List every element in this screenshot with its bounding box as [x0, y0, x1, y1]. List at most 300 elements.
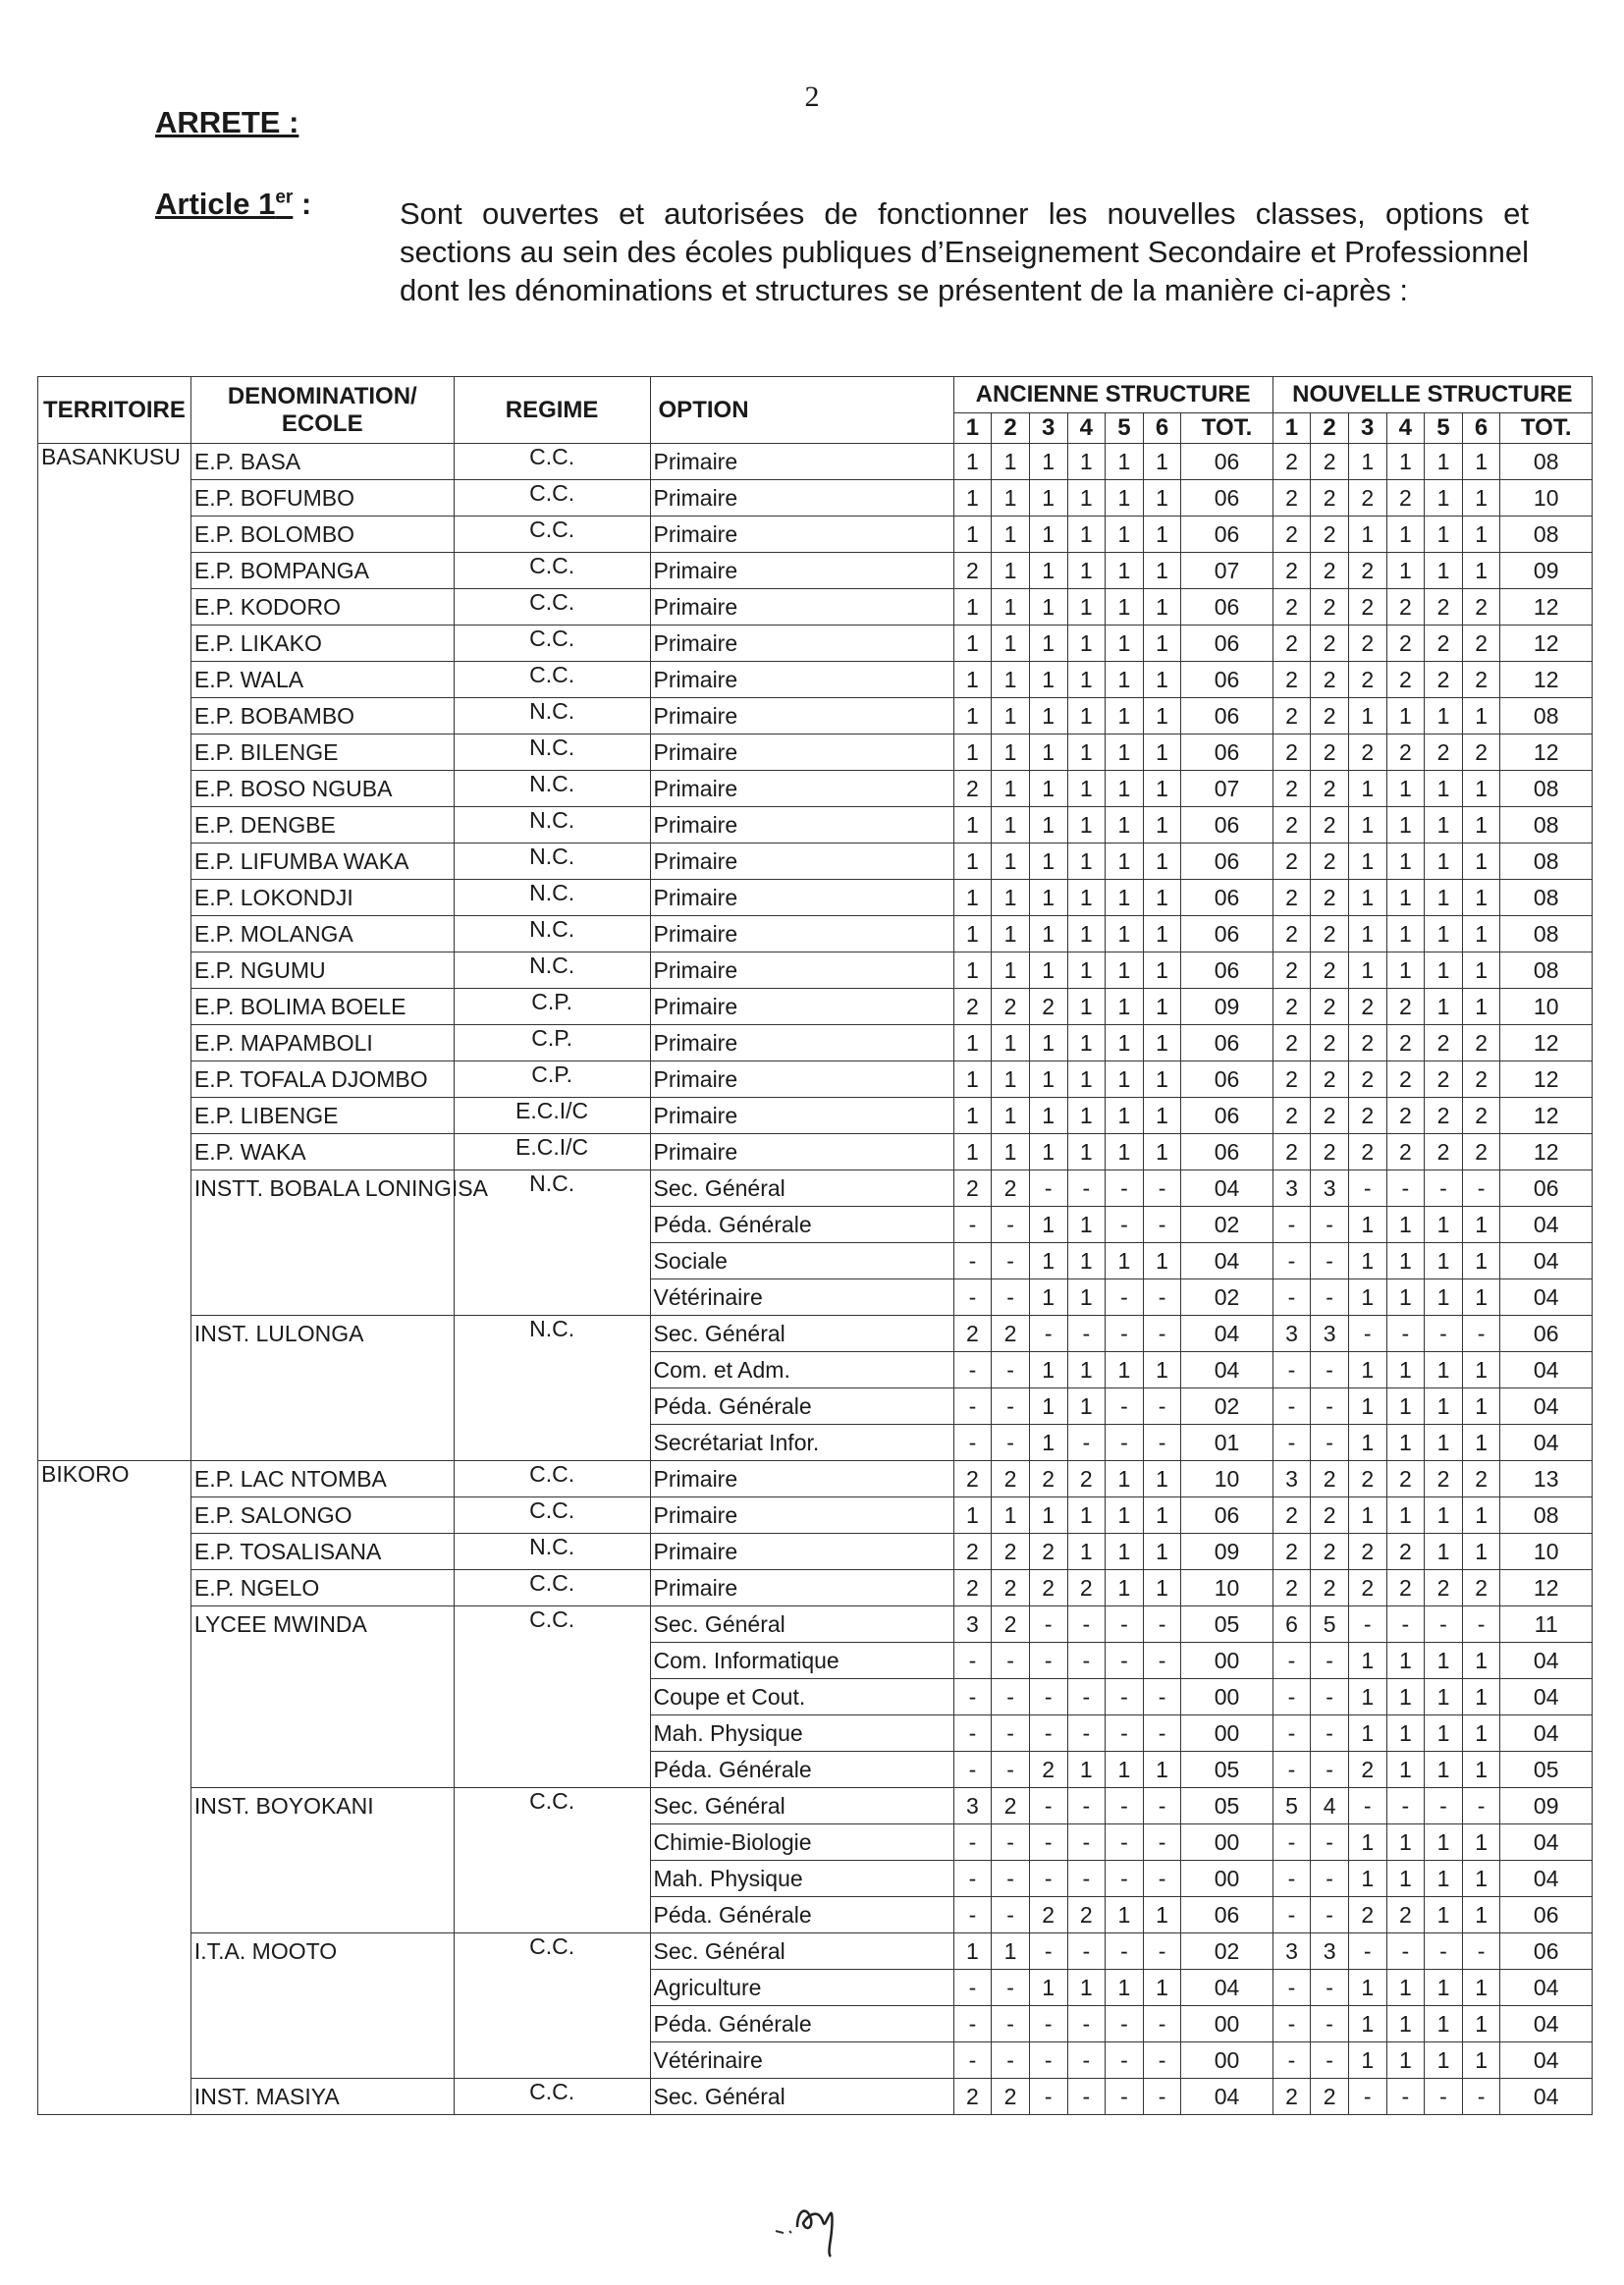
- old-structure-class-6: -: [1143, 1425, 1181, 1461]
- option-name: Primaire: [650, 952, 953, 989]
- new-structure-class-2: -: [1311, 1679, 1349, 1715]
- table-row: [38, 1134, 1593, 1170]
- new-structure-class-3: -: [1348, 1170, 1386, 1207]
- header-old-col-4: 4: [1067, 413, 1106, 444]
- school-regime: N.C.: [454, 1316, 650, 1461]
- old-structure-class-3: 1: [1029, 517, 1067, 553]
- new-structure-class-4: 1: [1386, 807, 1425, 843]
- new-structure-class-1: 2: [1272, 916, 1311, 952]
- new-structure-class-4: 1: [1386, 1243, 1425, 1279]
- old-structure-class-2: 1: [992, 553, 1030, 589]
- new-structure-class-6: 1: [1462, 1824, 1500, 1861]
- old-structure-class-3: -: [1029, 2079, 1067, 2115]
- school-name: I.T.A. MOOTO: [190, 1933, 454, 2079]
- old-structure-class-3: -: [1029, 1643, 1067, 1679]
- old-structure-class-5: -: [1106, 1788, 1144, 1824]
- new-structure-class-4: 2: [1386, 1534, 1425, 1570]
- old-structure-class-3: 1: [1029, 771, 1067, 807]
- old-structure-class-5: 1: [1106, 1752, 1144, 1788]
- old-structure-class-6: 1: [1143, 517, 1181, 553]
- old-structure-class-2: -: [992, 1897, 1030, 1933]
- old-structure-class-6: 1: [1143, 843, 1181, 880]
- old-structure-class-6: -: [1143, 1788, 1181, 1824]
- new-structure-class-6: 2: [1462, 1098, 1500, 1134]
- new-structure-class-2: -: [1311, 1643, 1349, 1679]
- new-structure-class-3: -: [1348, 1606, 1386, 1643]
- header-ancienne-structure: ANCIENNE STRUCTURE: [953, 377, 1272, 413]
- old-structure-class-3: 1: [1029, 1497, 1067, 1534]
- school-name: E.P. BOLIMA BOELE: [190, 989, 454, 1025]
- old-structure-class-4: 1: [1067, 1061, 1106, 1098]
- new-structure-class-3: 1: [1348, 1824, 1386, 1861]
- old-structure-class-4: -: [1067, 1316, 1106, 1352]
- old-structure-class-1: -: [953, 1643, 992, 1679]
- new-structure-class-4: 2: [1386, 1134, 1425, 1170]
- table-row: [38, 916, 1593, 952]
- new-structure-class-5: 1: [1425, 1207, 1463, 1243]
- old-structure-class-5: 1: [1106, 589, 1144, 626]
- new-structure-class-2: 2: [1311, 662, 1349, 698]
- old-structure-class-6: -: [1143, 2006, 1181, 2042]
- old-structure-class-1: 1: [953, 734, 992, 771]
- old-structure-total: 04: [1181, 1243, 1272, 1279]
- old-structure-class-3: 1: [1029, 662, 1067, 698]
- option-name: Primaire: [650, 553, 953, 589]
- school-name: E.P. WALA: [190, 662, 454, 698]
- old-structure-class-6: 1: [1143, 444, 1181, 480]
- old-structure-class-3: -: [1029, 1788, 1067, 1824]
- new-structure-total: 06: [1500, 1897, 1593, 1933]
- old-structure-total: 00: [1181, 1715, 1272, 1752]
- new-structure-class-6: 1: [1462, 1970, 1500, 2006]
- old-structure-class-4: 1: [1067, 734, 1106, 771]
- old-structure-class-1: 3: [953, 1606, 992, 1643]
- old-structure-class-3: -: [1029, 1316, 1067, 1352]
- new-structure-class-4: 1: [1386, 1388, 1425, 1425]
- new-structure-class-1: 3: [1272, 1461, 1311, 1497]
- new-structure-class-1: -: [1272, 2042, 1311, 2079]
- new-structure-class-2: -: [1311, 1243, 1349, 1279]
- old-structure-class-6: -: [1143, 1279, 1181, 1316]
- new-structure-total: 04: [1500, 1861, 1593, 1897]
- new-structure-class-1: 3: [1272, 1933, 1311, 1970]
- old-structure-class-1: 1: [953, 589, 992, 626]
- school-name: E.P. NGELO: [190, 1570, 454, 1606]
- old-structure-class-4: -: [1067, 2006, 1106, 2042]
- new-structure-class-1: -: [1272, 1279, 1311, 1316]
- new-structure-class-1: 2: [1272, 1098, 1311, 1134]
- new-structure-total: 12: [1500, 1134, 1593, 1170]
- table-row: [38, 771, 1593, 807]
- new-structure-total: 04: [1500, 2079, 1593, 2115]
- header-old-col-7: TOT.: [1181, 413, 1272, 444]
- new-structure-class-3: 2: [1348, 1752, 1386, 1788]
- school-name: E.P. BOBAMBO: [190, 698, 454, 734]
- old-structure-class-6: -: [1143, 1170, 1181, 1207]
- table-row: [38, 989, 1593, 1025]
- new-structure-class-3: 1: [1348, 1425, 1386, 1461]
- old-structure-class-1: 1: [953, 807, 992, 843]
- header-new-col-5: 5: [1425, 413, 1463, 444]
- old-structure-class-3: 1: [1029, 952, 1067, 989]
- option-name: Primaire: [650, 916, 953, 952]
- new-structure-class-5: 1: [1425, 1643, 1463, 1679]
- old-structure-class-6: 1: [1143, 480, 1181, 517]
- new-structure-total: 04: [1500, 1279, 1593, 1316]
- option-name: Vétérinaire: [650, 2042, 953, 2079]
- new-structure-class-6: 1: [1462, 1534, 1500, 1570]
- old-structure-class-2: 1: [992, 771, 1030, 807]
- old-structure-class-5: 1: [1106, 626, 1144, 662]
- new-structure-class-4: 1: [1386, 698, 1425, 734]
- old-structure-class-5: -: [1106, 1388, 1144, 1425]
- structure-table: [37, 376, 1593, 2115]
- old-structure-class-4: 1: [1067, 698, 1106, 734]
- new-structure-class-4: 1: [1386, 2042, 1425, 2079]
- new-structure-class-5: 1: [1425, 480, 1463, 517]
- old-structure-class-1: -: [953, 1352, 992, 1388]
- new-structure-class-3: 2: [1348, 626, 1386, 662]
- new-structure-class-1: 5: [1272, 1788, 1311, 1824]
- old-structure-class-1: 1: [953, 517, 992, 553]
- school-name: E.P. BASA: [190, 444, 454, 480]
- old-structure-total: 04: [1181, 1352, 1272, 1388]
- old-structure-class-2: 1: [992, 1098, 1030, 1134]
- new-structure-class-5: 1: [1425, 1715, 1463, 1752]
- old-structure-total: 00: [1181, 1679, 1272, 1715]
- new-structure-class-3: 2: [1348, 1134, 1386, 1170]
- new-structure-class-5: 1: [1425, 952, 1463, 989]
- old-structure-class-5: 1: [1106, 1570, 1144, 1606]
- new-structure-class-2: 2: [1311, 880, 1349, 916]
- new-structure-class-1: -: [1272, 1824, 1311, 1861]
- new-structure-class-6: 2: [1462, 1461, 1500, 1497]
- old-structure-total: 00: [1181, 2006, 1272, 2042]
- new-structure-class-4: 1: [1386, 880, 1425, 916]
- header-new-col-7: TOT.: [1500, 413, 1593, 444]
- new-structure-class-5: 1: [1425, 517, 1463, 553]
- old-structure-class-3: 1: [1029, 1025, 1067, 1061]
- school-name: E.P. TOSALISANA: [190, 1534, 454, 1570]
- new-structure-class-6: 1: [1462, 1388, 1500, 1425]
- old-structure-total: 00: [1181, 2042, 1272, 2079]
- new-structure-class-4: -: [1386, 1606, 1425, 1643]
- old-structure-class-2: -: [992, 2006, 1030, 2042]
- new-structure-class-5: 1: [1425, 1897, 1463, 1933]
- old-structure-class-5: 1: [1106, 1461, 1144, 1497]
- header-new-col-3: 3: [1348, 413, 1386, 444]
- new-structure-class-2: 2: [1311, 2079, 1349, 2115]
- new-structure-class-1: 2: [1272, 517, 1311, 553]
- old-structure-class-3: -: [1029, 1606, 1067, 1643]
- header-regime: REGIME: [454, 377, 650, 444]
- old-structure-class-5: 1: [1106, 952, 1144, 989]
- article-label: [155, 187, 311, 222]
- old-structure-class-2: 1: [992, 626, 1030, 662]
- old-structure-class-1: 1: [953, 952, 992, 989]
- new-structure-class-4: 1: [1386, 1752, 1425, 1788]
- old-structure-class-3: 1: [1029, 1243, 1067, 1279]
- old-structure-class-4: 1: [1067, 1025, 1106, 1061]
- old-structure-class-6: 1: [1143, 880, 1181, 916]
- school-name: E.P. LIFUMBA WAKA: [190, 843, 454, 880]
- new-structure-class-1: -: [1272, 2006, 1311, 2042]
- old-structure-class-1: -: [953, 1388, 992, 1425]
- new-structure-class-3: 2: [1348, 1461, 1386, 1497]
- school-name: E.P. MAPAMBOLI: [190, 1025, 454, 1061]
- new-structure-class-2: 2: [1311, 771, 1349, 807]
- school-regime: N.C.: [454, 734, 650, 771]
- old-structure-class-4: 1: [1067, 1207, 1106, 1243]
- old-structure-class-4: 1: [1067, 989, 1106, 1025]
- table-row: [38, 480, 1593, 517]
- new-structure-class-2: 2: [1311, 626, 1349, 662]
- old-structure-class-2: 1: [992, 880, 1030, 916]
- new-structure-class-1: -: [1272, 1243, 1311, 1279]
- old-structure-class-1: 1: [953, 1025, 992, 1061]
- new-structure-class-4: -: [1386, 1933, 1425, 1970]
- new-structure-class-6: 1: [1462, 807, 1500, 843]
- old-structure-class-5: 1: [1106, 989, 1144, 1025]
- new-structure-class-5: 1: [1425, 916, 1463, 952]
- old-structure-class-1: 1: [953, 916, 992, 952]
- old-structure-class-3: 1: [1029, 1207, 1067, 1243]
- new-structure-class-6: 1: [1462, 989, 1500, 1025]
- old-structure-class-3: 2: [1029, 1570, 1067, 1606]
- new-structure-total: 04: [1500, 1352, 1593, 1388]
- old-structure-class-5: 1: [1106, 517, 1144, 553]
- new-structure-class-5: 1: [1425, 1534, 1463, 1570]
- old-structure-class-1: 1: [953, 662, 992, 698]
- new-structure-total: 08: [1500, 771, 1593, 807]
- option-name: Sec. Général: [650, 1170, 953, 1207]
- new-structure-class-2: 4: [1311, 1788, 1349, 1824]
- old-structure-class-5: -: [1106, 1316, 1144, 1352]
- new-structure-class-6: 1: [1462, 1643, 1500, 1679]
- new-structure-class-5: -: [1425, 2079, 1463, 2115]
- new-structure-class-4: 2: [1386, 480, 1425, 517]
- signature-mark: [768, 2170, 856, 2258]
- school-regime: C.C.: [454, 1497, 650, 1534]
- new-structure-class-6: -: [1462, 2079, 1500, 2115]
- header-old-col-3: 3: [1029, 413, 1067, 444]
- option-name: Com. Informatique: [650, 1643, 953, 1679]
- old-structure-class-6: 1: [1143, 771, 1181, 807]
- new-structure-total: 04: [1500, 1207, 1593, 1243]
- new-structure-class-6: 1: [1462, 1207, 1500, 1243]
- old-structure-class-5: -: [1106, 1425, 1144, 1461]
- old-structure-class-4: 1: [1067, 1279, 1106, 1316]
- option-name: Primaire: [650, 771, 953, 807]
- new-structure-class-5: 2: [1425, 1461, 1463, 1497]
- old-structure-class-3: 1: [1029, 1134, 1067, 1170]
- school-regime: N.C.: [454, 952, 650, 989]
- new-structure-class-5: 1: [1425, 1243, 1463, 1279]
- new-structure-class-3: 1: [1348, 1643, 1386, 1679]
- new-structure-total: 04: [1500, 1715, 1593, 1752]
- new-structure-class-5: 1: [1425, 1824, 1463, 1861]
- old-structure-class-6: 1: [1143, 952, 1181, 989]
- new-structure-class-5: 1: [1425, 1279, 1463, 1316]
- new-structure-total: 10: [1500, 989, 1593, 1025]
- new-structure-class-3: 1: [1348, 952, 1386, 989]
- old-structure-class-4: 1: [1067, 1970, 1106, 2006]
- old-structure-class-2: 1: [992, 480, 1030, 517]
- old-structure-total: 04: [1181, 1170, 1272, 1207]
- new-structure-class-3: 2: [1348, 480, 1386, 517]
- old-structure-class-6: -: [1143, 1933, 1181, 1970]
- option-name: Sociale: [650, 1243, 953, 1279]
- new-structure-class-5: 1: [1425, 989, 1463, 1025]
- old-structure-class-2: 1: [992, 662, 1030, 698]
- new-structure-class-2: 2: [1311, 952, 1349, 989]
- new-structure-class-5: 2: [1425, 1098, 1463, 1134]
- old-structure-class-5: 1: [1106, 1134, 1144, 1170]
- new-structure-total: 09: [1500, 553, 1593, 589]
- new-structure-total: 08: [1500, 880, 1593, 916]
- old-structure-class-2: 1: [992, 444, 1030, 480]
- new-structure-class-3: 1: [1348, 771, 1386, 807]
- old-structure-class-1: -: [953, 1861, 992, 1897]
- old-structure-class-4: 1: [1067, 807, 1106, 843]
- old-structure-class-1: 1: [953, 698, 992, 734]
- old-structure-class-2: -: [992, 1970, 1030, 2006]
- old-structure-class-4: 1: [1067, 916, 1106, 952]
- new-structure-class-6: 1: [1462, 771, 1500, 807]
- new-structure-total: 04: [1500, 1388, 1593, 1425]
- new-structure-class-2: 2: [1311, 517, 1349, 553]
- new-structure-class-4: 2: [1386, 589, 1425, 626]
- old-structure-total: 09: [1181, 989, 1272, 1025]
- table-row: [38, 589, 1593, 626]
- school-regime: N.C.: [454, 880, 650, 916]
- option-name: Primaire: [650, 1534, 953, 1570]
- old-structure-class-6: -: [1143, 2042, 1181, 2079]
- old-structure-class-5: -: [1106, 1824, 1144, 1861]
- new-structure-class-4: 1: [1386, 1425, 1425, 1461]
- table-row: [38, 807, 1593, 843]
- new-structure-total: 08: [1500, 952, 1593, 989]
- old-structure-class-2: 1: [992, 734, 1030, 771]
- new-structure-class-1: 2: [1272, 843, 1311, 880]
- old-structure-total: 00: [1181, 1643, 1272, 1679]
- old-structure-class-6: -: [1143, 1316, 1181, 1352]
- table-row: [38, 553, 1593, 589]
- new-structure-total: 12: [1500, 662, 1593, 698]
- table-row: [38, 1788, 1593, 1824]
- old-structure-class-4: 1: [1067, 1098, 1106, 1134]
- new-structure-class-1: -: [1272, 1643, 1311, 1679]
- old-structure-class-2: -: [992, 1207, 1030, 1243]
- old-structure-class-4: -: [1067, 1788, 1106, 1824]
- new-structure-class-6: 2: [1462, 1061, 1500, 1098]
- old-structure-class-5: -: [1106, 1606, 1144, 1643]
- old-structure-class-5: 1: [1106, 1497, 1144, 1534]
- old-structure-class-4: 1: [1067, 1497, 1106, 1534]
- old-structure-class-4: 2: [1067, 1461, 1106, 1497]
- new-structure-class-1: -: [1272, 1352, 1311, 1388]
- old-structure-class-6: -: [1143, 1388, 1181, 1425]
- new-structure-class-6: 1: [1462, 1679, 1500, 1715]
- header-new-col-4: 4: [1386, 413, 1425, 444]
- old-structure-class-5: 1: [1106, 698, 1144, 734]
- old-structure-total: 00: [1181, 1824, 1272, 1861]
- new-structure-class-5: 1: [1425, 1970, 1463, 2006]
- new-structure-class-3: -: [1348, 1933, 1386, 1970]
- old-structure-class-2: -: [992, 1679, 1030, 1715]
- old-structure-class-6: 1: [1143, 1570, 1181, 1606]
- new-structure-total: 12: [1500, 626, 1593, 662]
- old-structure-class-2: 2: [992, 1461, 1030, 1497]
- new-structure-total: 08: [1500, 698, 1593, 734]
- new-structure-class-5: 1: [1425, 1497, 1463, 1534]
- old-structure-class-1: 1: [953, 626, 992, 662]
- new-structure-class-4: 2: [1386, 1025, 1425, 1061]
- old-structure-class-4: 1: [1067, 517, 1106, 553]
- old-structure-class-4: -: [1067, 2042, 1106, 2079]
- new-structure-class-6: 1: [1462, 1243, 1500, 1279]
- new-structure-class-5: 1: [1425, 553, 1463, 589]
- new-structure-class-4: 2: [1386, 626, 1425, 662]
- old-structure-total: 06: [1181, 952, 1272, 989]
- school-name: E.P. WAKA: [190, 1134, 454, 1170]
- new-structure-class-3: 1: [1348, 698, 1386, 734]
- old-structure-class-5: 1: [1106, 480, 1144, 517]
- old-structure-class-5: -: [1106, 1207, 1144, 1243]
- school-name: INSTT. BOBALA LONINGISA: [190, 1170, 454, 1316]
- old-structure-class-1: 1: [953, 1933, 992, 1970]
- new-structure-class-1: 6: [1272, 1606, 1311, 1643]
- new-structure-class-1: -: [1272, 1388, 1311, 1425]
- new-structure-class-1: 2: [1272, 1497, 1311, 1534]
- new-structure-class-5: 1: [1425, 698, 1463, 734]
- old-structure-class-3: -: [1029, 1824, 1067, 1861]
- option-name: Sec. Général: [650, 1933, 953, 1970]
- old-structure-class-5: 1: [1106, 1970, 1144, 2006]
- new-structure-class-5: 2: [1425, 1061, 1463, 1098]
- new-structure-class-5: -: [1425, 1170, 1463, 1207]
- old-structure-class-4: -: [1067, 2079, 1106, 2115]
- old-structure-class-3: 1: [1029, 1352, 1067, 1388]
- new-structure-class-1: -: [1272, 1679, 1311, 1715]
- new-structure-class-5: 1: [1425, 1679, 1463, 1715]
- old-structure-class-3: 1: [1029, 1970, 1067, 2006]
- table-row: [38, 952, 1593, 989]
- new-structure-total: 08: [1500, 807, 1593, 843]
- new-structure-class-2: 2: [1311, 1025, 1349, 1061]
- new-structure-class-6: 1: [1462, 2006, 1500, 2042]
- new-structure-class-6: 1: [1462, 1497, 1500, 1534]
- new-structure-class-6: 2: [1462, 626, 1500, 662]
- new-structure-class-1: 2: [1272, 553, 1311, 589]
- new-structure-class-3: 2: [1348, 1534, 1386, 1570]
- header-old-col-1: 1: [953, 413, 992, 444]
- old-structure-class-2: 2: [992, 1606, 1030, 1643]
- old-structure-class-1: -: [953, 1897, 992, 1933]
- old-structure-class-4: 1: [1067, 1134, 1106, 1170]
- old-structure-class-2: 1: [992, 517, 1030, 553]
- old-structure-class-1: 1: [953, 1098, 992, 1134]
- school-name: INST. LULONGA: [190, 1316, 454, 1461]
- old-structure-class-4: 1: [1067, 1243, 1106, 1279]
- old-structure-class-4: -: [1067, 1643, 1106, 1679]
- new-structure-class-4: 2: [1386, 662, 1425, 698]
- new-structure-class-3: 1: [1348, 1970, 1386, 2006]
- old-structure-total: 06: [1181, 916, 1272, 952]
- table-row: [38, 1025, 1593, 1061]
- new-structure-class-4: 1: [1386, 1861, 1425, 1897]
- old-structure-class-2: 1: [992, 1134, 1030, 1170]
